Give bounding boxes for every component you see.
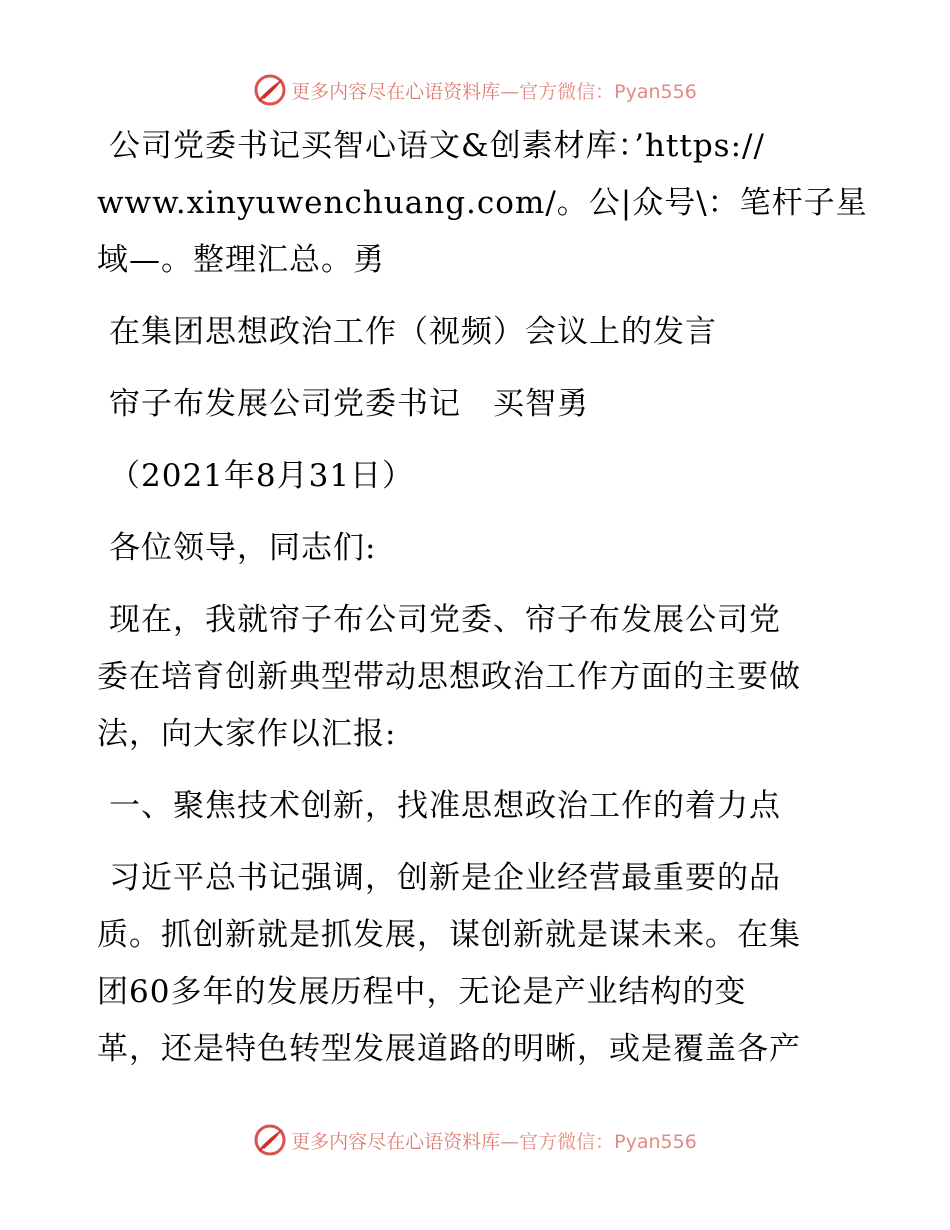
- author-line: 帘子布发展公司党委书记 买智勇: [109, 386, 589, 422]
- intro-line-2: 委在培育创新典型带动思想政治工作方面的主要做: [97, 659, 801, 695]
- header-line-2: www.xinyuwenchuang.com/。公|众号\：笔杆子星: [97, 185, 868, 221]
- quill-circle-logo-icon: [253, 1123, 287, 1157]
- watermark-text: 更多内容尽在心语资料库—官方微信：Pyan556: [291, 1130, 697, 1153]
- watermark-text: 更多内容尽在心语资料库—官方微信：Pyan556: [291, 80, 697, 103]
- top-watermark-banner: [0, 70, 950, 110]
- salutation: 各位领导，同志们:: [109, 530, 377, 566]
- body-line-2: 质。抓创新就是抓发展，谋创新就是谋未来。在集: [97, 917, 801, 953]
- date-line: （2021年8月31日）: [109, 458, 415, 494]
- header-line-1: 公司党委书记买智心语文&创素材库：’https://: [109, 128, 765, 164]
- body-line-4: 革，还是特色转型发展道路的明晰，或是覆盖各产: [97, 1031, 801, 1067]
- header-line-3: 域—。整理汇总。勇: [97, 242, 385, 278]
- document-body: [97, 118, 868, 1078]
- intro-line-1: 现在，我就帘子布公司党委、帘子布发展公司党: [109, 602, 781, 638]
- quill-circle-logo-icon: [253, 73, 287, 107]
- body-line-1: 习近平总书记强调，创新是企业经营最重要的品: [109, 860, 781, 896]
- body-line-3: 团60多年的发展历程中，无论是产业结构的变: [97, 974, 747, 1010]
- intro-line-3: 法，向大家作以汇报:: [97, 716, 397, 752]
- bottom-watermark-banner: [0, 1120, 950, 1160]
- document-title: 在集团思想政治工作（视频）会议上的发言: [109, 314, 717, 350]
- section-heading: 一、聚焦技术创新，找准思想政治工作的着力点: [109, 788, 781, 824]
